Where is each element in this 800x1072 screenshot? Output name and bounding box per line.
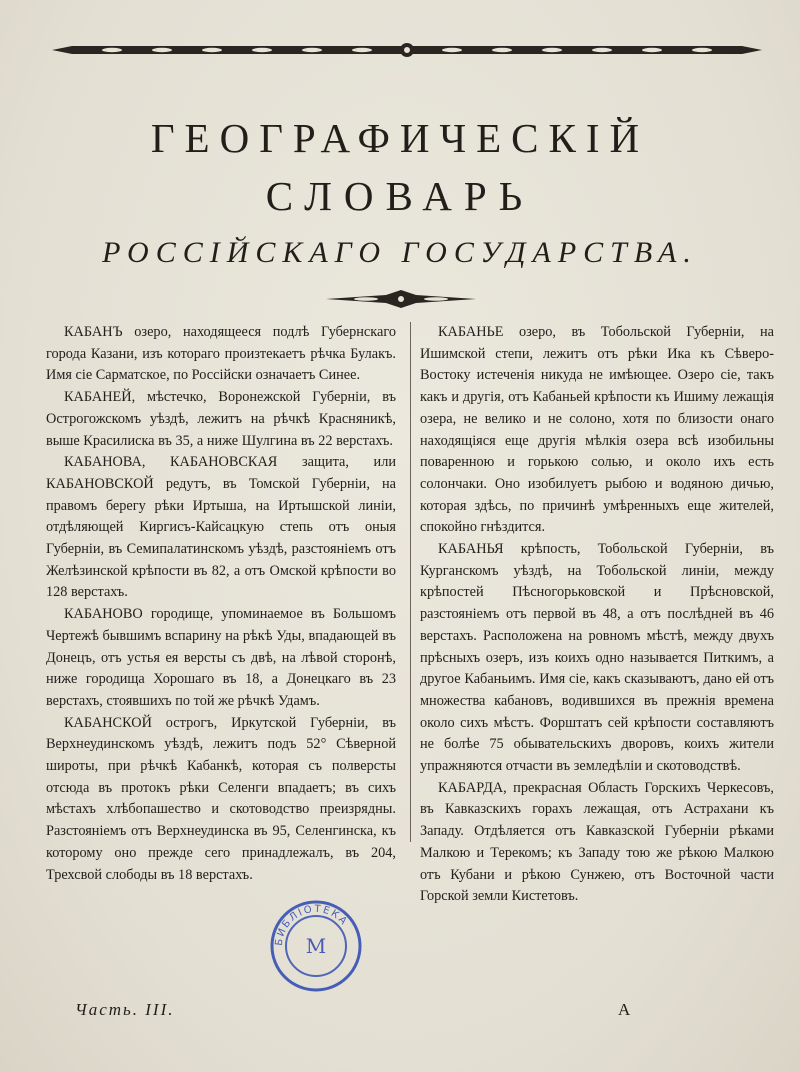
left-text-column <box>46 322 396 883</box>
title-line-2: СЛОВАРЬ <box>265 173 535 219</box>
right-text-column <box>420 322 774 905</box>
entry-kabanskoy: КАБАНСКОЙ острогъ, Иркутской Губерніи, въ Верхнеудинскомъ уѣздѣ, лежитъ подъ 52° Сѣверной широты, при рѣчкѣ Кабанкѣ, которая съ полверсты отсюда въ протокъ рѣки Селенги впадаетъ; въ сихъ мѣстахъ хлѣбопашество и скотоводство преизрядны. Разстояніемъ отъ Верхнеудинска въ 95, Селенгинска, къ которому оно прежде сего принадлежалъ, въ 204, Трехсвой слободы въ 18 верстахъ. <box>46 714 396 883</box>
footer-part-number: Часть. III. <box>75 1000 175 1019</box>
entry-kabaney: КАБАНЕЙ, мѣстечко, Воронежской Губерніи, въ Острогожскомъ уѣздѣ, лежитъ на рѣчкѣ Красняникѣ, выше Красилиска въ 35, а ниже Шулгина въ 22 верстахъ. <box>46 389 396 449</box>
entry-kabanovo: КАБАНОВО городище, упоминаемое въ Большомъ Чертежѣ бывшимъ вспарину на рѣкѣ Уды, впадающей въ Донецъ, отъ устья ея версты съ двѣ, на лѣвой сторонѣ, ниже городища Хорошаго въ 18, а Донецкаго въ 23 верстахъ, стоявшихъ по той же рѣчкѣ Удамъ. <box>46 606 396 709</box>
footer-signature-mark: А <box>618 1000 631 1019</box>
top-ornament-rule <box>52 38 762 62</box>
svg-text:M: M <box>305 934 327 958</box>
entry-kaban-ozero: КАБАНЪ озеро, находящееся подлѣ Губернскаго города Казани, изъ котораго произтекаетъ рѣчка Булакъ. Имя сіе Сарматское, по Россійски означаетъ Синее. <box>46 324 396 384</box>
column-divider <box>410 322 411 842</box>
entry-kabanya-krepost: КАБАНЬЯ крѣпость, Тобольской Губерніи, въ Курганскомъ уѣздѣ, на Тобольской линіи, между крѣпостей Пѣсногорьковской и Прѣсновской, разстояніемъ отъ первой въ 48, а отъ послѣдней въ 46 верстахъ. Расположена на ровномъ мѣстѣ, между двухъ прѣсныхъ озеръ, изъ коихъ одно называется Питкимъ, а другое Кабаньимъ. Имя сіе, какъ сказываютъ, дано ей отъ множества кабановъ, водившихся въ прежнія времена около сихъ мѣстъ. Форштатъ сей крѣпости составляютъ не болѣе 75 обывательскихъ дворовъ, коихъ жители упражняются отчасти въ земледѣліи и скотоводствѣ. <box>420 541 774 775</box>
middle-ornament-rule <box>326 288 476 310</box>
title-line-1: ГЕОГРАФИЧЕСКІЙ <box>150 115 650 161</box>
title-line-3: РОССІЙСКАГО ГОСУДАРСТВА. <box>102 236 698 269</box>
entry-kabarda: КАБАРДА, прекрасная Область Горскихъ Черкесовъ, въ Кавказскихъ горахъ лежащая, отъ Астрахани къ Западу. Отдѣляется отъ Кавказской Губерніи рѣками Малкою и Терекомъ; къ Западу тою же рѣкою Малкою отъ Кубани и рѣкою Сунжею, отъ Восточной части Горской земли Кистетовъ. <box>420 779 774 905</box>
stamp-label: БИБЛІОТЕКА <box>273 903 351 947</box>
entry-kabanova: КАБАНОВА, КАБАНОВСКАЯ защита, или КАБАНОВСКОЙ редутъ, въ Томской Губерніи, на правомъ берегу рѣки Иртыша, на Иртышской линіи, отдѣляющей Киргисъ-Кайсацкую степь отъ оныя Губерніи, въ Семипалатинскомъ уѣздѣ, разстояніемъ отъ Желѣзинской крѣпости въ 82, а отъ Омской крѣпости во 128 верстахъ. <box>46 454 396 601</box>
library-stamp <box>268 898 364 994</box>
entry-kabanye-ozero: КАБАНЬЕ озеро, въ Тобольской Губерніи, на Ишимской степи, лежитъ отъ рѣки Ика къ Сѣверо-Востоку истеченія никуда не имѣющее. Озеро сіе, такъ какъ и другія, отъ Кабаньей крѣпости къ Ишиму лежащія озера, не велико и не солоно, хотя по близости онаго находящіяся еще другія мѣлкія озера всѣ изобильны поваренною и горькою солью, и около ихъ есть солончаки. Оно изобилуетъ рыбою и водяною дичью, которая здѣсь, по причинѣ умѣренныхъ еще жителей, спокойно гнѣздится. <box>420 324 774 536</box>
